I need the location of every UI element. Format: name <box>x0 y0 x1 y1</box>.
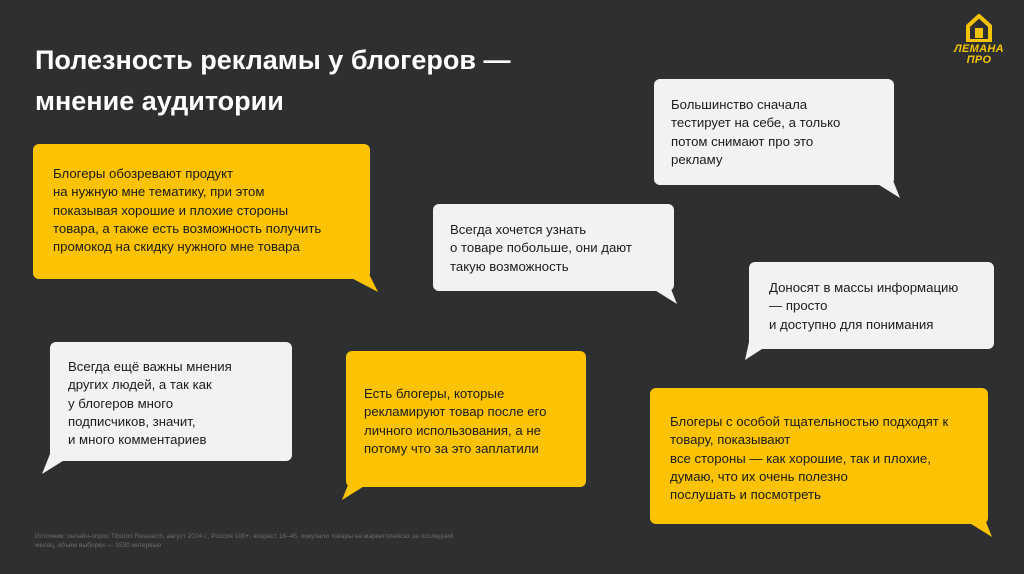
quote-bubble <box>650 388 988 524</box>
quote-text: Доносят в массы информацию — просто и доступно для понимания <box>769 280 959 332</box>
quote-text: Блогеры с особой тщательностью подходят к товару, показывают все стороны — как хорошие, так и плохие, думаю, что их очень полезно послушать и посмотреть <box>670 414 949 503</box>
logo-line2: ПРО <box>966 54 992 66</box>
bubble-tail <box>645 284 681 308</box>
quote-bubble <box>433 204 674 291</box>
quote-text: Всегда хочется узнать о товаре побольше, они дают такую возможность <box>450 222 632 274</box>
quote-bubble <box>749 262 994 349</box>
quote-text: Большинство сначала тестирует на себе, а только потом снимают про это рекламу <box>671 97 841 167</box>
quote-text: Есть блогеры, которые рекламируют товар после его личного использования, а не потому что за это заплатили <box>364 386 547 456</box>
bubble-tail <box>340 272 380 296</box>
bubble-tail <box>868 178 904 202</box>
bubble-tail <box>960 517 996 541</box>
source-footnote: Источник: онлайн-опрос Tiburon Research, август 2024 г., Россия 100+, возраст 18–45, покупали товары на маркетплейсах за последний месяц, объем выборки — 1530 интервью <box>35 533 454 549</box>
quote-text: Всегда ещё важны мнения других людей, а так как у блогеров много подписчиков, значит, и много комментариев <box>68 359 232 448</box>
bubble-tail <box>743 342 779 364</box>
house-icon <box>946 14 1012 42</box>
lemana-pro-logo <box>946 14 1012 66</box>
logo-line1: ЛЕМАНА <box>954 43 1004 55</box>
bubble-tail <box>40 454 76 478</box>
quote-text: Блогеры обозревают продукт на нужную мне тематику, при этом показывая хорошие и плохие стороны товара, а также есть возможность получить промокод на скидку нужного мне товара <box>53 166 322 255</box>
quote-bubble <box>50 342 292 461</box>
bubble-tail <box>340 480 376 504</box>
page-title: Полезность рекламы у блогеров — мнение аудитории <box>35 45 511 116</box>
quote-bubble <box>654 79 894 185</box>
quote-bubble <box>346 351 586 487</box>
quote-bubble <box>33 144 370 279</box>
